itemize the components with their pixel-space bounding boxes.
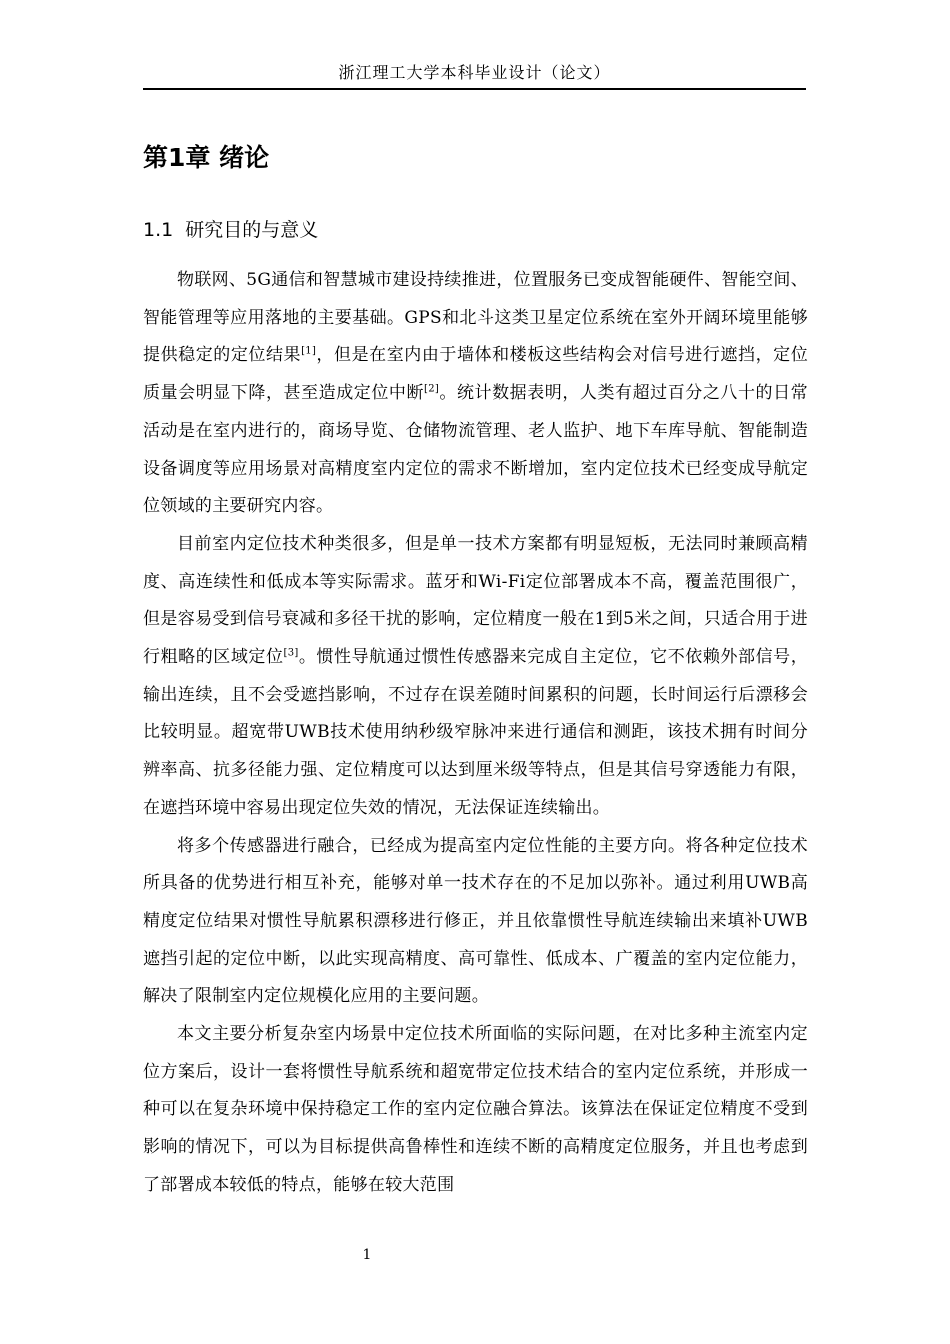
header-rule bbox=[143, 88, 806, 90]
paragraph-text: ，但是在室内由于墙体和楼板这些结构会对信号进行遮挡，定位质量会明显下降，甚至造成定位中断 bbox=[143, 345, 808, 404]
paragraph-text: 目前室内定位技术种类很多，但是单一技术方案都有明显短板，无法同时兼顾高精度、高连续性和低成本等实际需求。蓝牙和Wi-Fi定位部署成本不高，覆盖范围很广，但是容易受到信号衰减和多径干扰的影响，定位精度一般在1到5米之间，只适合用于进行粗略的区域定位 bbox=[143, 533, 808, 668]
paragraph-text: 物联网、5G通信和智慧城市建设持续推进，位置服务已变成智能硬件、智能空间、智能管理等应用落地的主要基础。GPS和北斗这类卫星定位系统在室外开阔环境里能够提供稳定的定位结果 bbox=[143, 270, 808, 366]
running-header: 浙江理工大学本科毕业设计（论文） bbox=[338, 63, 611, 82]
citation-ref: [1] bbox=[301, 345, 317, 357]
citation-ref: [2] bbox=[424, 383, 440, 395]
chapter-title: 第1章 绪论 bbox=[143, 143, 270, 172]
paragraph-text: 。统计数据表明，人类有超过百分之八十的日常活动是在室内进行的，商场导览、仓储物流管理、老人监护、地下车库导航、智能制造设备调度等应用场景对高精度室内定位的需求不断增加，室内定位技术已经变成导航定位领域的主要研究内容。 bbox=[143, 383, 808, 517]
paragraph bbox=[143, 262, 808, 526]
paragraph bbox=[143, 526, 808, 828]
section-title: 研究目的与意义 bbox=[185, 219, 319, 241]
section-heading bbox=[143, 215, 318, 242]
paragraph bbox=[143, 1016, 808, 1205]
section-number: 1.1 bbox=[143, 219, 174, 241]
paragraph-text: 本文主要分析复杂室内场景中定位技术所面临的实际问题，在对比多种主流室内定位方案后，设计一套将惯性导航系统和超宽带定位技术结合的室内定位系统，并形成一种可以在复杂环境中保持稳定工作的室内定位融合算法。该算法在保证定位精度不受到影响的情况下，可以为目标提供高鲁棒性和连续不断的高精度定位服务，并且也考虑到了部署成本较低的特点，能够在较大范围 bbox=[143, 1024, 808, 1195]
paragraph-text: 将多个传感器进行融合，已经成为提高室内定位性能的主要方向。将各种定位技术所具备的优势进行相互补充，能够对单一技术存在的不足加以弥补。通过利用UWB高精度定位结果对惯性导航累积漂移进行修正，并且依靠惯性导航连续输出来填补UWB遮挡引起的定位中断，以此实现高精度、高可靠性、低成本、广覆盖的室内定位能力，解决了限制室内定位规模化应用的主要问题。 bbox=[143, 835, 808, 1007]
body-text bbox=[143, 262, 808, 1205]
citation-ref: [3] bbox=[283, 647, 299, 659]
paragraph bbox=[143, 828, 808, 1017]
paragraph-text: 。惯性导航通过惯性传感器来完成自主定位，它不依赖外部信号，输出连续，且不会受遮挡影响，不过存在误差随时间累积的问题，长时间运行后漂移会比较明显。超宽带UWB技术使用纳秒级窄脉冲来进行通信和测距，该技术拥有时间分辨率高、抗多径能力强、定位精度可以达到厘米级等特点，但是其信号穿透能力有限，在遮挡环境中容易出现定位失效的情况，无法保证连续输出。 bbox=[143, 647, 808, 818]
page-number: 1 bbox=[362, 1247, 372, 1263]
